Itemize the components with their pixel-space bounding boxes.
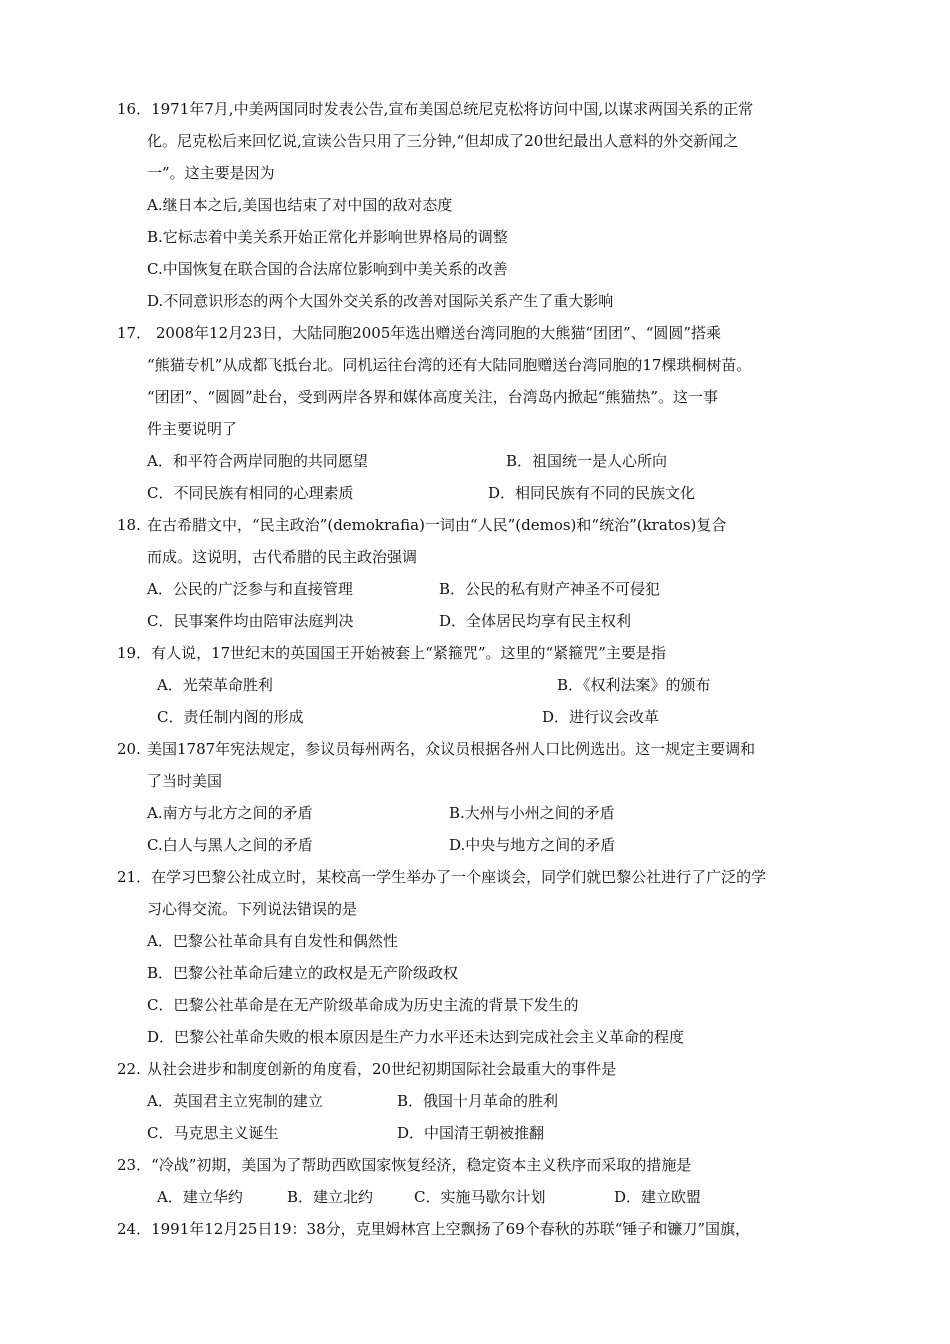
question-17 (117, 317, 847, 509)
question-stem-line (117, 1149, 847, 1181)
question-text: 1991年12月25日19：38分，克里姆林宫上空飘扬了69个春秋的苏联“锤子和镰刀”国旗， (151, 1220, 751, 1238)
question-stem-line (117, 509, 847, 541)
question-text: 在古希腊文中，“民主政治”(demokrafia)一词由“人民”(demos)和“统治”(kratos)复合 (147, 516, 727, 534)
option-row (117, 669, 847, 701)
question-number: 16． (117, 100, 152, 118)
question-number: 17． (117, 324, 152, 342)
question-text: 1971年7月,中美两国同时发表公告,宣布美国总统尼克松将访问中国,以谋求两国关系的正常 (151, 100, 754, 118)
question-stem-line (117, 1053, 847, 1085)
option-d: D.中央与地方之间的矛盾 (449, 836, 616, 854)
option-row (117, 1181, 847, 1213)
question-24 (117, 1213, 847, 1245)
question-stem-line: 了当时美国 (147, 772, 223, 790)
option-c: C．实施马歇尔计划 (414, 1188, 546, 1206)
question-number: 20. (117, 740, 141, 758)
question-22 (117, 1053, 847, 1149)
option-c: C.白人与黑人之间的矛盾 (147, 836, 313, 854)
question-stem-line (117, 733, 847, 765)
question-text: 在学习巴黎公社成立时，某校高一学生举办了一个座谈会，同学们就巴黎公社进行了广泛的学 (151, 868, 767, 886)
option-b: B.大州与小州之间的矛盾 (449, 804, 615, 822)
question-stem-line (117, 317, 847, 349)
option-a: A.继日本之后,美国也结束了对中国的敌对态度 (147, 196, 453, 214)
question-18 (117, 509, 847, 637)
option-b: B．俄国十月革命的胜利 (397, 1092, 559, 1110)
question-stem-line: “熊猫专机”从成都飞抵台北。同机运往台湾的还有大陆同胞赠送台湾同胞的17棵珙桐树苗。 (147, 356, 752, 374)
question-16 (117, 93, 847, 317)
question-number: 18. (117, 516, 141, 534)
question-stem-line (117, 1213, 847, 1245)
option-d: D．全体居民均享有民主权利 (439, 612, 632, 630)
option-a: A．和平符合两岸同胞的共同愿望 (147, 452, 368, 470)
option-row (117, 573, 847, 605)
option-c: C.中国恢复在联合国的合法席位影响到中美关系的改善 (147, 260, 508, 278)
option-c: C．马克思主义诞生 (147, 1124, 279, 1142)
option-b: B．祖国统一是人心所向 (506, 452, 668, 470)
option-b: B．建立北约 (287, 1188, 374, 1206)
question-stem-line (117, 861, 847, 893)
option-a: A．光荣革命胜利 (157, 676, 273, 694)
option-c: C．不同民族有相同的心理素质 (147, 484, 354, 502)
question-number: 22. (117, 1060, 141, 1078)
option-a: A．建立华约 (157, 1188, 243, 1206)
option-row (117, 477, 847, 509)
option-a: A．巴黎公社革命具有自发性和偶然性 (147, 932, 398, 950)
question-text: 从社会进步和制度创新的角度看，20世纪初期国际社会最重大的事件是 (147, 1060, 617, 1078)
option-row (117, 605, 847, 637)
question-number: 24． (117, 1220, 152, 1238)
option-b: B．公民的私有财产神圣不可侵犯 (439, 580, 661, 598)
option-b: B．《权利法案》的颁布 (557, 676, 711, 694)
option-a: A．公民的广泛参与和直接管理 (147, 580, 353, 598)
option-b: B．巴黎公社革命后建立的政权是无产阶级政权 (147, 964, 459, 982)
question-stem-line: 习心得交流。下列说法错误的是 (147, 900, 358, 918)
question-stem-line (117, 637, 847, 669)
option-row (117, 829, 847, 861)
question-19 (117, 637, 847, 733)
question-stem-line: “团团”、“圆圆”赴台，受到两岸各界和媒体高度关注，台湾岛内掀起“熊猫热”。这一事 (147, 388, 719, 406)
question-stem-line: 一”。这主要是因为 (147, 164, 275, 182)
option-c: C．责任制内阁的形成 (157, 708, 304, 726)
question-text: 有人说，17世纪末的英国国王开始被套上“紧箍咒”。这里的“紧箍咒”主要是指 (151, 644, 666, 662)
option-d: D．进行议会改革 (542, 708, 660, 726)
question-number: 19． (117, 644, 152, 662)
question-text: “冷战”初期，美国为了帮助西欧国家恢复经济，稳定资本主义秩序而采取的措施是 (151, 1156, 692, 1174)
question-21 (117, 861, 847, 1053)
option-d: D．相同民族有不同的民族文化 (488, 484, 696, 502)
question-20 (117, 733, 847, 861)
option-d: D．中国清王朝被推翻 (397, 1124, 545, 1142)
question-stem-line: 件主要说明了 (147, 420, 238, 438)
question-text: 2008年12月23日，大陆同胞2005年选出赠送台湾同胞的大熊猫“团团”、“圆圆”搭乘 (151, 324, 722, 342)
question-23 (117, 1149, 847, 1213)
option-row (117, 1085, 847, 1117)
option-d: D．建立欧盟 (614, 1188, 702, 1206)
option-c: C．民事案件均由陪审法庭判决 (147, 612, 354, 630)
option-row (117, 797, 847, 829)
question-text: 美国1787年宪法规定，参议员每州两名，众议员根据各州人口比例选出。这一规定主要调和 (147, 740, 756, 758)
option-a: A．英国君主立宪制的建立 (147, 1092, 323, 1110)
option-d: D．巴黎公社革命失败的根本原因是生产力水平还未达到完成社会主义革命的程度 (147, 1028, 685, 1046)
option-d: D.不同意识形态的两个大国外交关系的改善对国际关系产生了重大影响 (147, 292, 614, 310)
option-a: A.南方与北方之间的矛盾 (147, 804, 313, 822)
option-c: C．巴黎公社革命是在无产阶级革命成为历史主流的背景下发生的 (147, 996, 579, 1014)
question-number: 21． (117, 868, 152, 886)
option-row (117, 1117, 847, 1149)
question-stem-line: 而成。这说明，古代希腊的民主政治强调 (147, 548, 418, 566)
question-stem-line (117, 93, 847, 125)
question-number: 23． (117, 1156, 152, 1174)
option-row (117, 445, 847, 477)
option-row (117, 701, 847, 733)
question-stem-line: 化。尼克松后来回忆说,宣读公告只用了三分钟,“但却成了20世纪最出人意料的外交新闻之 (147, 132, 739, 150)
option-b: B.它标志着中美关系开始正常化并影响世界格局的调整 (147, 228, 508, 246)
